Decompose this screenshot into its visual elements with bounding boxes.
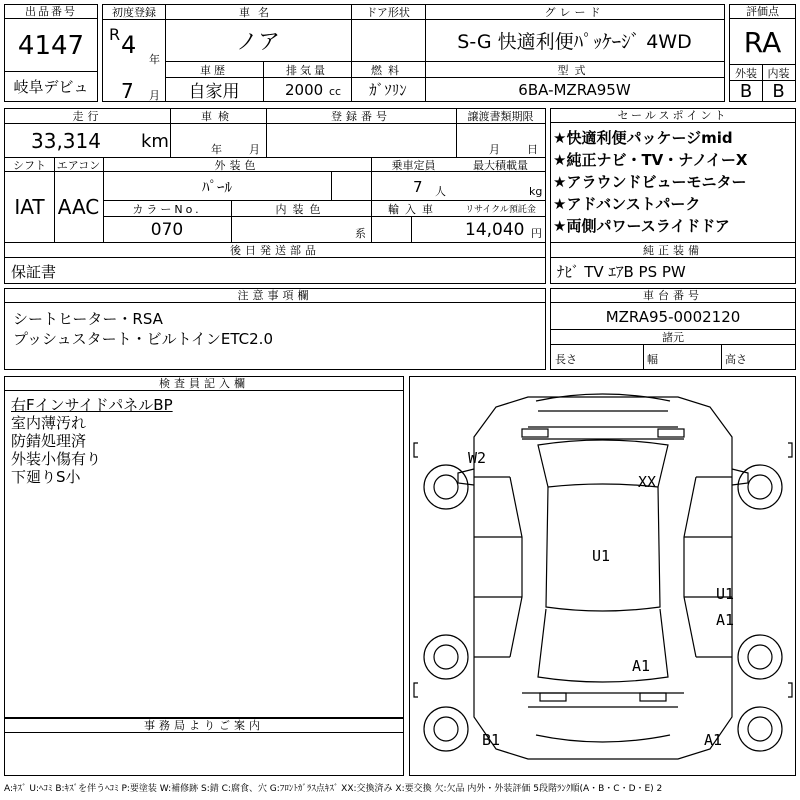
model: 6BA-MZRA95W (518, 80, 631, 99)
max-load-unit: kg (529, 185, 543, 198)
damage-mark: A1 (704, 731, 723, 749)
grade: S-G 快適利便ﾊﾟｯｹｰｼﾞ 4WD (457, 31, 692, 53)
transfer-month-unit: 月 (489, 143, 500, 156)
recycle-label: リサイクル預託金 (465, 205, 536, 215)
later-parts-label: 後日発送部品 (230, 244, 320, 257)
equipment: ﾅﾋﾞ TV ｴｱB PS PW (557, 263, 686, 281)
caution-label: 注意事項欄 (5, 289, 545, 303)
lot-number-label: 出品番号 (5, 5, 97, 19)
capacity-unit: 人 (435, 185, 446, 198)
history: 自家用 (188, 82, 240, 102)
car-diagram (409, 376, 796, 776)
car-name: ノア (235, 30, 280, 55)
chassis-number: MZRA95-0002120 (605, 308, 741, 326)
damage-mark: B1 (482, 731, 501, 749)
interior-grade: B (772, 80, 785, 102)
ext-color-label: 外装色 (214, 158, 260, 172)
later-parts: 保証書 (11, 263, 57, 281)
fuel: ｶﾞｿﾘﾝ (369, 81, 407, 99)
first-reg-label: 初度登録 (112, 6, 156, 19)
inspector-line: 室内薄汚れ (11, 414, 87, 432)
recycle-unit: 円 (531, 227, 542, 240)
damage-mark: XX (638, 473, 657, 491)
recycle: 14,040 (465, 220, 525, 240)
selling-point: ★純正ナビ・TV・ナノイーX (553, 151, 748, 169)
history-label: 車歴 (200, 63, 228, 77)
vehicle-detail-box (4, 108, 546, 284)
mileage-unit: km (141, 131, 169, 152)
venue: 岐阜デビュ (13, 78, 89, 96)
interior-label: 内装 (767, 66, 790, 80)
width-label: 幅 (647, 353, 658, 366)
dims-label: 諸元 (662, 331, 684, 344)
damage-mark: W2 (468, 449, 487, 467)
mileage-label: 走行 (72, 110, 103, 123)
mileage: 33,314 (31, 129, 101, 153)
inspector-box (4, 376, 404, 718)
score-box (729, 4, 796, 102)
inspector-line: 下廻りS小 (11, 468, 81, 486)
selling-point: ★快適利便パッケージmid (553, 129, 733, 147)
reg-month-unit: 月 (149, 89, 160, 102)
exterior-label: 外装 (735, 66, 757, 80)
grade-label: グレード (544, 6, 605, 19)
model-label: 型式 (557, 63, 592, 77)
score-label: 評価点 (730, 5, 795, 19)
int-color-label: 内装色 (275, 202, 327, 216)
reg-year-unit: 年 (149, 53, 160, 66)
lot-number-box (4, 4, 98, 102)
insp-month-unit: 月 (249, 143, 260, 156)
selling-point: ★アドバンストパーク (553, 195, 701, 213)
car-outline-icon (410, 377, 795, 775)
inspector-line: 防錆処理済 (11, 432, 87, 450)
damage-mark: U1 (716, 585, 735, 603)
fuel-label: 燃料 (371, 63, 405, 77)
caution-line: シートヒーター・RSA (13, 310, 163, 328)
color-no-label: カラーNo. (132, 202, 202, 216)
aircon-label: エアコン (56, 159, 101, 172)
office-label: 事務局よりご案内 (5, 719, 403, 733)
selling-point: ★アラウンドビューモニター (553, 173, 747, 191)
transfer-label: 譲渡書類期限 (467, 110, 534, 123)
color-no: 070 (150, 219, 184, 240)
capacity-label: 乗車定員 (391, 158, 436, 172)
door-label: ドア形状 (366, 6, 410, 19)
car-name-label: 車名 (239, 6, 277, 19)
chassis-label: 車台番号 (551, 289, 795, 303)
selling-point: ★両側パワースライドドア (553, 217, 730, 235)
reg-no-label: 登録番号 (331, 110, 391, 123)
shift: IAT (14, 195, 45, 219)
damage-mark: A1 (632, 657, 651, 675)
inspection-label: 車検 (201, 110, 235, 123)
length-label: 長さ (555, 353, 577, 366)
selling-points-box (550, 108, 796, 284)
displacement: 2000 (285, 81, 324, 99)
reg-no (266, 124, 456, 157)
insp-year-unit: 年 (211, 143, 222, 156)
int-color-unit: 系 (355, 227, 366, 240)
exterior-grade: B (739, 80, 753, 102)
era: R (109, 25, 121, 44)
capacity: 7 (413, 178, 423, 196)
import-label: 輸入車 (388, 202, 439, 216)
door-value (351, 20, 425, 61)
caution-box (4, 288, 546, 370)
selling-points-label: セールスポイント (551, 109, 795, 123)
chassis-box (550, 288, 796, 370)
equipment-label: 純正装備 (643, 244, 703, 257)
displacement-unit: cc (329, 85, 342, 98)
displacement-label: 排気量 (286, 63, 328, 77)
office-box (4, 718, 404, 776)
transfer-day-unit: 日 (527, 143, 538, 156)
shift-label: シフト (13, 159, 46, 172)
damage-mark: U1 (592, 547, 611, 565)
aircon: AAC (57, 195, 100, 219)
inspector-line: 外装小傷有り (11, 450, 102, 468)
score: RA (743, 25, 782, 59)
inspector-line: 右FインサイドパネルBP (11, 396, 173, 414)
legend: A:ｷｽﾞ U:ﾍｺﾐ B:ｷｽﾞを伴うﾍｺﾐ P:要塗装 W:補修跡 S:錆 C:腐食、穴 G:ﾌﾛﾝﾄｶﾞﾗｽ点ｷｽﾞ XX:交換済み X:要交換 欠:欠品 内外・外装評価 5段階ﾗﾝｸ順(A・B・C・D・E) 2 (4, 784, 663, 794)
reg-year: 4 (121, 31, 137, 59)
inspector-label: 検査員記入欄 (5, 377, 403, 391)
lot-number: 4147 (17, 31, 85, 61)
caution-line: プッシュスタート・ビルトインETC2.0 (13, 330, 273, 348)
damage-mark: A1 (716, 611, 735, 629)
max-load-label: 最大積載量 (473, 158, 528, 172)
ext-color: ﾊﾟｰﾙ (201, 177, 232, 196)
height-label: 高さ (725, 353, 747, 366)
vehicle-main-box (102, 4, 725, 102)
reg-month: 7 (121, 79, 134, 103)
